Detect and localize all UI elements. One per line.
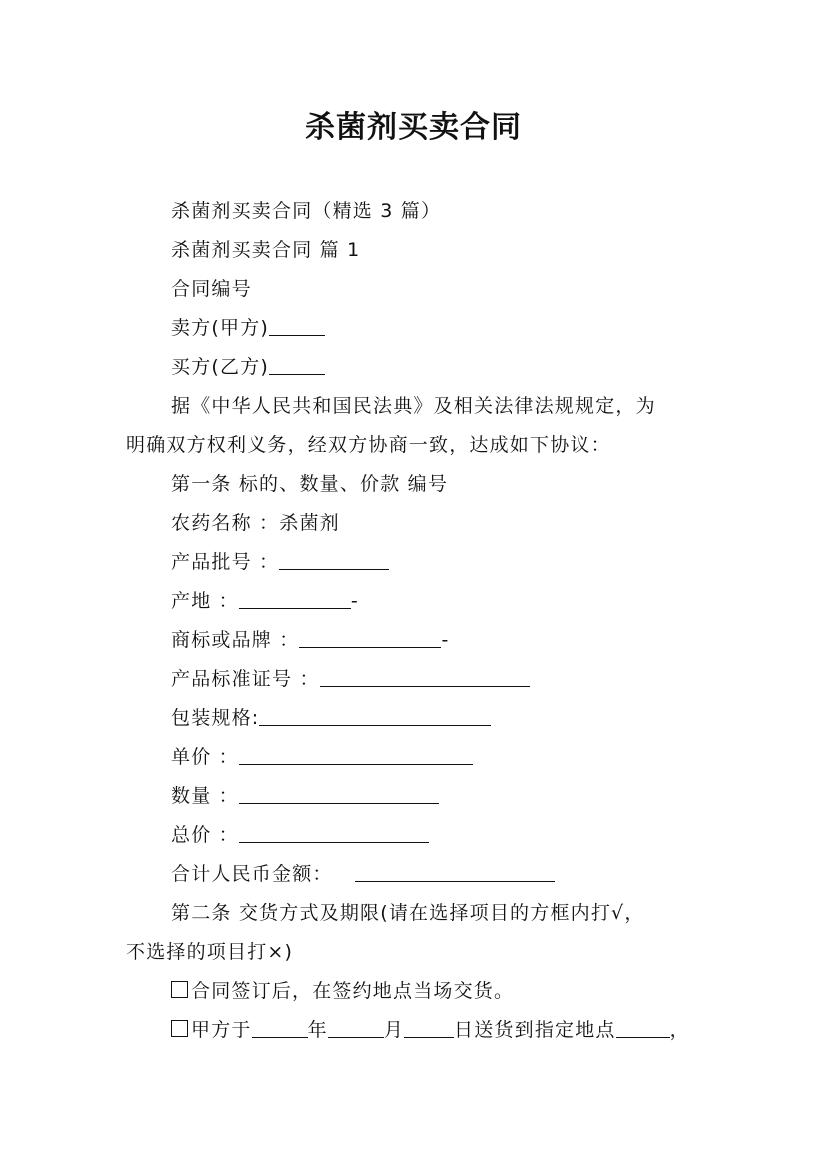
origin-blank[interactable] [239,590,351,609]
option-2-location-blank[interactable] [616,1019,670,1038]
total-rmb-blank[interactable] [355,863,555,882]
brand-label: 商标或品牌 ： [171,629,300,651]
standard-number-line [171,666,530,692]
total-price-blank[interactable] [239,824,429,843]
article-2-line-1: 第二条 交货方式及期限(请在选择项目的方框内打√， [171,902,645,924]
standard-number-blank[interactable] [320,668,530,687]
option-2-text-c: 月 [383,1019,405,1041]
total-price-label: 总价 ： [171,824,239,846]
origin-line [171,588,359,614]
preamble-line-1: 据《中华人民共和国民法典》及相关法律法规规定，为 [171,395,656,417]
pesticide-name: 农药名称 ：杀菌剂 [171,512,340,534]
option-2-text-e: ， [669,1019,690,1041]
brand-suffix: - [441,629,450,651]
buyer-label: 买方(乙方) [171,356,270,378]
option-2-month-blank[interactable] [328,1019,384,1038]
batch-number-line [171,549,389,575]
contract-number-label: 合同编号 [171,278,252,300]
option-1-checkbox[interactable] [171,981,188,998]
total-rmb-label: 合计人民币金额： [171,863,333,885]
seller-label: 卖方(甲方) [171,317,270,339]
origin-suffix: - [350,590,359,612]
packaging-blank[interactable] [259,707,491,726]
document-title: 杀菌剂买卖合同 [305,110,522,145]
batch-number-blank[interactable] [279,551,389,570]
preamble-line-2: 明确双方权利义务，经双方协商一致，达成如下协议： [126,434,611,456]
buyer-blank[interactable] [269,356,325,375]
packaging-line [171,705,491,731]
unit-price-line [171,744,473,770]
origin-label: 产地 ： [171,590,239,612]
seller-line [171,315,325,341]
total-rmb-line [171,861,555,887]
option-2-year-blank[interactable] [252,1019,308,1038]
option-2-line [171,1017,690,1043]
batch-number-label: 产品批号 ： [171,551,280,573]
option-2-day-blank[interactable] [404,1019,454,1038]
subtitle: 杀菌剂买卖合同（精选 3 篇） [171,200,442,222]
option-2-checkbox[interactable] [171,1020,188,1037]
option-1-line [171,978,514,1004]
brand-line [171,627,450,653]
article-1-heading: 第一条 标的、数量、价款 编号 [171,473,449,495]
quantity-label: 数量 ： [171,785,239,807]
article-2-line-2: 不选择的项目打×) [126,941,294,963]
unit-price-blank[interactable] [239,746,473,765]
part-heading: 杀菌剂买卖合同 篇 1 [171,239,361,261]
option-2-text-b: 年 [307,1019,328,1041]
buyer-line [171,354,325,380]
packaging-label: 包装规格: [171,707,260,729]
total-price-line [171,822,429,848]
quantity-line [171,783,439,809]
seller-blank[interactable] [269,317,325,336]
unit-price-label: 单价 ： [171,746,239,768]
standard-number-label: 产品标准证号 ： [171,668,320,690]
option-2-text-d: 日送货到指定地点 [454,1019,616,1041]
quantity-blank[interactable] [239,785,439,804]
brand-blank[interactable] [299,629,441,648]
option-1-text: 合同签订后，在签约地点当场交货。 [191,980,515,1002]
option-2-text-a: 甲方于 [191,1019,252,1041]
